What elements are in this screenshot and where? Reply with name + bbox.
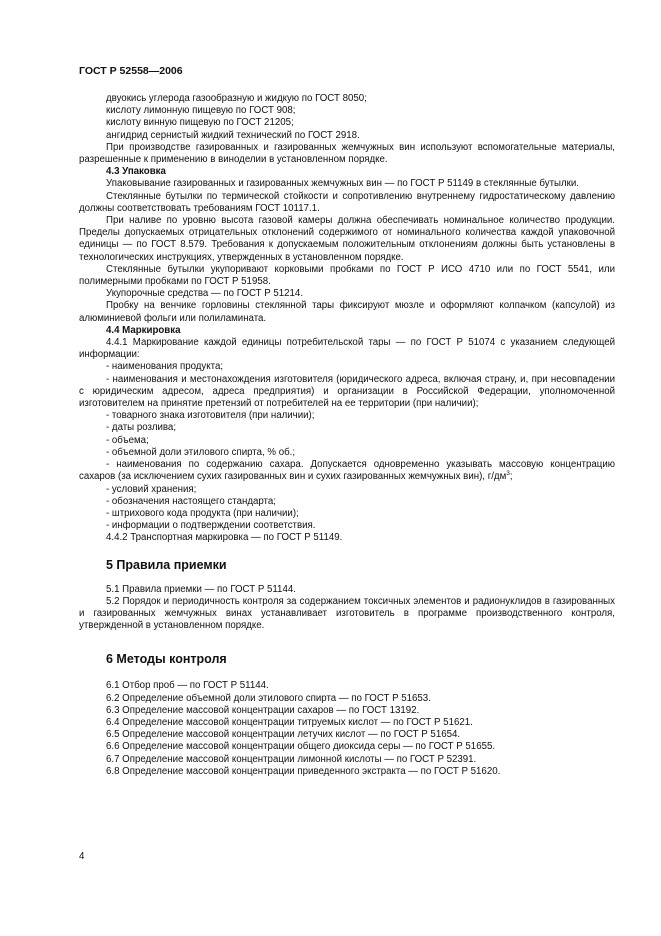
list-item: - объема; <box>106 434 149 446</box>
list-item: - условий хранения; <box>106 483 197 495</box>
paragraph: ангидрид сернистый жидкий технический по ГОСТ 2918. <box>106 129 360 141</box>
paragraph: 6.8 Определение массовой концентрации приведенного экстракта — по ГОСТ Р 51620. <box>106 765 501 777</box>
paragraph: При производстве газированных и газированных жемчужных вин используют вспомогательные материалы, разрешенные к применению в виноделии в установленном порядке. <box>79 141 615 166</box>
paragraph: двуокись углерода газообразную и жидкую по ГОСТ 8050; <box>106 93 367 104</box>
list-item: - наименования и местонахождения изготовителя (юридического адреса, включая страну, и, при несовпадении с юридическим адресом, адреса предприятия) и организации в Российской Федерации, уполномоченной изготовителем на принятие претензий от потребителей на ее территории (при наличии); <box>79 373 615 410</box>
subsection-heading-4-3: 4.3 Упаковка <box>106 166 166 178</box>
paragraph: 6.1 Отбор проб — по ГОСТ Р 51144. <box>106 680 269 692</box>
paragraph: 5.1 Правила приемки — по ГОСТ Р 51144. <box>106 583 296 595</box>
paragraph: кислоту винную пищевую по ГОСТ 21205; <box>106 117 294 129</box>
list-item <box>79 459 615 483</box>
paragraph: Укупорочные средства — по ГОСТ Р 51214. <box>106 288 304 300</box>
list-item: - даты розлива; <box>106 422 177 434</box>
document-header: ГОСТ Р 52558—2006 <box>79 65 183 77</box>
paragraph: Стеклянные бутылки укупоривают корковыми пробками по ГОСТ Р ИСО 4710 или по ГОСТ 5541, или полимерными пробками по ГОСТ Р 51958. <box>79 263 615 288</box>
paragraph: Пробку на венчике горловины стеклянной тары фиксируют мюзле и оформляют колпачком (капсулой) из алюминиевой фольги или полиламината. <box>79 300 615 324</box>
page-number: 4 <box>79 851 85 862</box>
paragraph: 6.7 Определение массовой концентрации лимонной кислоты — по ГОСТ Р 52391. <box>106 753 477 765</box>
paragraph: 4.4.2 Транспортная маркировка — по ГОСТ Р 51149. <box>106 532 343 544</box>
list-item-text: - наименования по содержанию сахара. Допускается одновременно указывать массовую концентрацию сахаров (за исключением сухих газированных вин и сухих газированных жемчужных вин), г/дм <box>79 459 615 483</box>
paragraph: При наливе по уровню высота газовой камеры должна обеспечивать номинальное количество продукции. Пределы допускаемых отрицательных отклонений содержимого от номинального количества каждой упаковочной единицы — по ГОСТ 8.579. Требования к допускаемым положительным отклонениям должны быть установлены в технологических инструкциях, утвержденных в установленном порядке. <box>79 215 615 263</box>
paragraph: Упаковывание газированных и газированных жемчужных вин — по ГОСТ Р 51149 в стеклянные бутылки. <box>106 178 579 190</box>
paragraph: 6.3 Определение массовой концентрации сахаров — по ГОСТ 13192. <box>106 704 420 716</box>
paragraph: 6.6 Определение массовой концентрации общего диоксида серы — по ГОСТ Р 51655. <box>106 741 496 753</box>
list-item: - объемной доли этилового спирта, % об.; <box>106 446 296 458</box>
paragraph: 6.2 Определение объемной доли этилового спирта — по ГОСТ Р 51653. <box>106 692 431 704</box>
paragraph: 4.4.1 Маркирование каждой единицы потребительской тары — по ГОСТ Р 51074 с указанием следующей информации: <box>79 337 615 361</box>
list-item: - наименования продукта; <box>106 361 224 373</box>
paragraph: 6.4 Определение массовой концентрации титруемых кислот — по ГОСТ Р 51621. <box>106 716 473 728</box>
paragraph: Стеклянные бутылки по термической стойкости и сопротивлению внутреннему гидростатическому давлению должны соответствовать требованиям ГОСТ 10117.1. <box>79 190 615 214</box>
subsection-heading-4-4: 4.4 Маркировка <box>106 324 181 336</box>
paragraph: 5.2 Порядок и периодичность контроля за содержанием токсичных элементов и радионуклидов в газированных и газированных жемчужных винах устанавливает изготовитель в программе производственного контроля, утвержденной в установленном порядке. <box>79 595 615 632</box>
paragraph: кислоту лимонную пищевую по ГОСТ 908; <box>106 105 296 117</box>
paragraph: 6.5 Определение массовой концентрации летучих кислот — по ГОСТ Р 51654. <box>106 729 461 741</box>
section-heading-5: 5 Правила приемки <box>106 557 227 572</box>
list-item: - информации о подтверждении соответствия. <box>106 520 316 532</box>
superscript: 3 <box>506 470 510 478</box>
list-item-end: ; <box>509 471 513 483</box>
list-item: - штрихового кода продукта (при наличии); <box>106 507 299 519</box>
section-heading-6: 6 Методы контроля <box>106 652 227 667</box>
list-item: - обозначения настоящего стандарта; <box>106 495 276 507</box>
list-item: - товарного знака изготовителя (при наличии); <box>106 410 315 422</box>
document-body <box>79 93 615 778</box>
